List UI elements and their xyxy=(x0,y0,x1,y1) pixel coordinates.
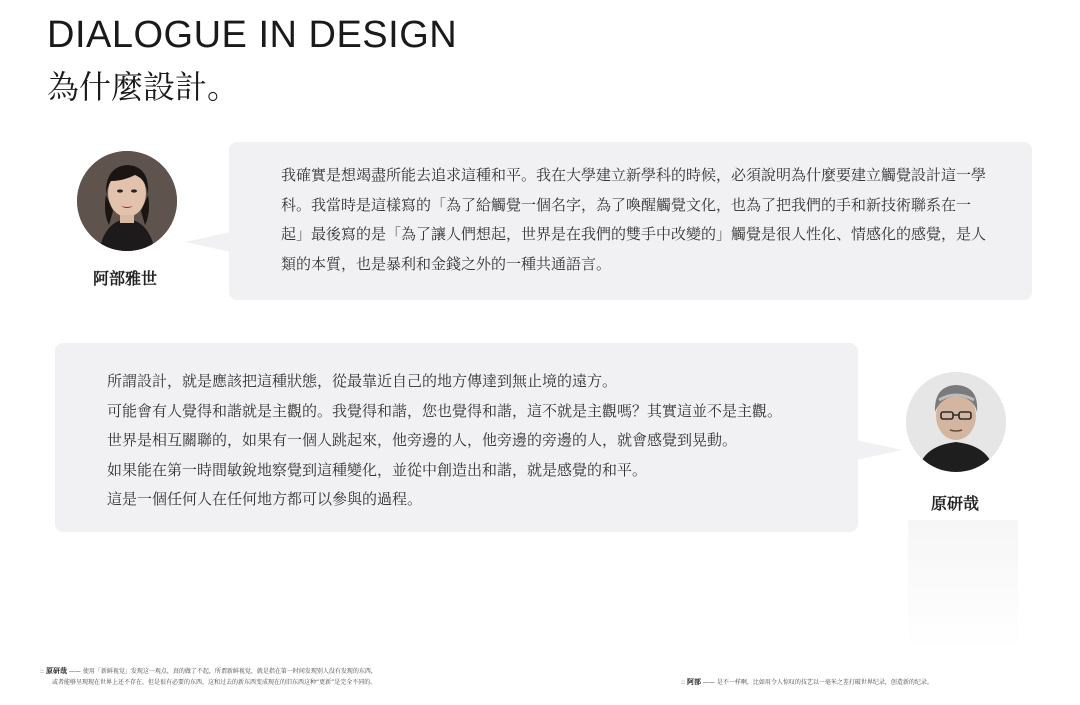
speech-bubble-tail xyxy=(856,440,902,460)
page-title: DIALOGUE IN DESIGN xyxy=(47,14,458,56)
quote-line: 可能會有人覺得和諧就是主觀的。我覺得和諧，您也覺得和諧，這不就是主觀嗎？其實這並不是主觀。 xyxy=(107,401,783,420)
quote-line: 所謂設計，就是應該把這種狀態，從最靠近自己的地方傳達到無止境的遠方。 xyxy=(107,372,618,390)
portrait-man-icon xyxy=(906,372,1006,472)
avatar-hara-kenya xyxy=(906,372,1006,472)
footnote-line xyxy=(40,666,377,677)
footnote-name: 阿部 xyxy=(686,678,701,686)
avatar-abe-masayo xyxy=(77,151,177,251)
footnote-marker: :: xyxy=(681,679,686,686)
quote-line: 這是一個任何人在任何地方都可以參與的過程。 xyxy=(107,490,423,508)
footnote-text: 使用「新鲜视觉」发现这一观点，真的做了不起，所谓新鲜视觉，就是指在第一时间发现别人没有发现的东西， xyxy=(82,668,377,675)
quote-abe: 我確實是想竭盡所能去追求這種和平。我在大學建立新學科的時候，必須說明為什麼要建立觸覺設計這一學科。我當時是這樣寫的「為了給觸覺一個名字，為了喚醒觸覺文化，也為了把我們的手和新技術聯系在一起」最後寫的是「為了讓人們想起，世界是在我們的雙手中改變的」觸覺是很人性化、情感化的感覺，是人類的本質，也是暴利和金錢之外的一種共通語言。 xyxy=(281,166,987,273)
quote-line: 如果能在第一時間敏銳地察覺到這種變化，並從中創造出和諧，就是感覺的和平。 xyxy=(107,460,648,479)
portrait-woman-icon xyxy=(77,151,177,251)
speaker-name-hara: 原研哉 xyxy=(931,494,980,513)
footnote-text: 是不一样啊，比如用令人惊叹的技艺以一毫米之差打破世界纪录，创造新的纪录。 xyxy=(716,679,933,686)
quote-hara xyxy=(107,367,827,515)
quote-line: 世界是相互關聯的，如果有一個人跳起來，他旁邊的人，他旁邊的旁邊的人，就會感覺到晃動。 xyxy=(107,431,738,449)
footnote-hara xyxy=(40,666,377,688)
footnote-name: 原研哉 xyxy=(45,667,67,675)
footnote-abe xyxy=(681,677,933,688)
speech-bubble-tail xyxy=(185,232,231,252)
page-subtitle: 為什麼設計。 xyxy=(47,68,240,106)
footnote-marker: :: xyxy=(40,668,45,675)
footnote-dash: —— xyxy=(702,679,715,686)
decorative-fade xyxy=(908,520,1018,650)
footnote-dash: —— xyxy=(68,668,81,675)
speaker-name-abe: 阿部雅世 xyxy=(93,269,158,288)
footnote-text-line2: 或者能够呈现现在世界上还不存在，但是很有必要的东西，这和过去的新东西变成现在的旧东西这种“更新”是完全不同的。 xyxy=(52,679,377,686)
